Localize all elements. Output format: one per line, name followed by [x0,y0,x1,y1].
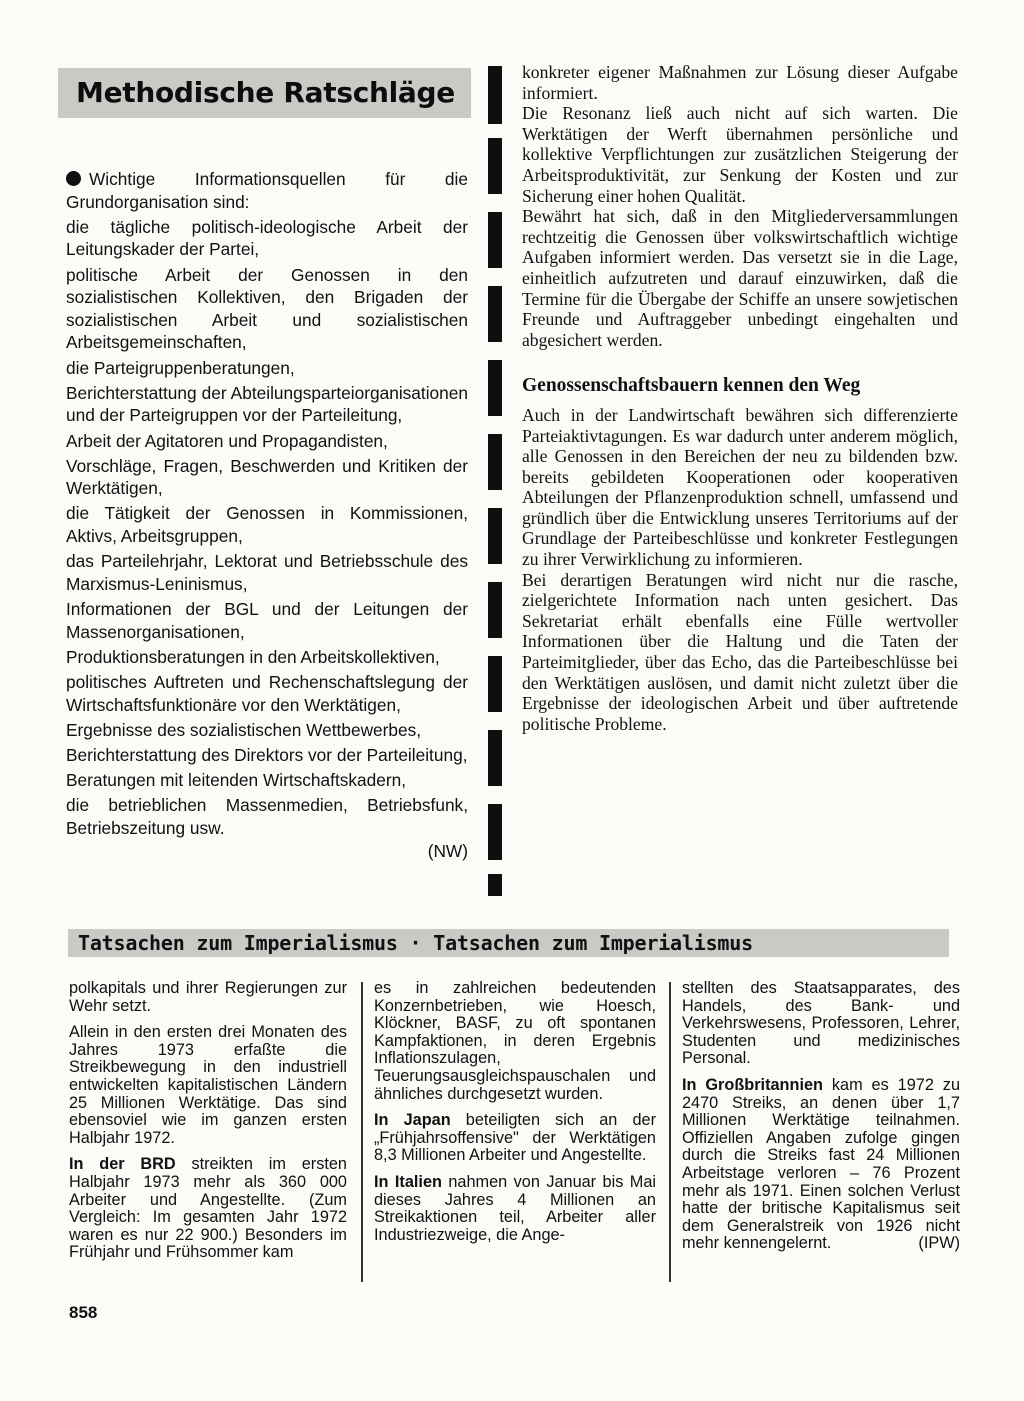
list-item: das Parteilehrjahr, Lektorat und Betriebsschule des Marxismus-Leninismus, [66,551,468,594]
vertical-rule [488,212,502,268]
bullet-icon [66,171,81,186]
source-tag: (NW) [427,840,468,861]
list-item: Informationen der BGL und der Leitungen der Massenorganisationen, [66,599,468,642]
section-title: Methodische Ratschläge [76,76,455,109]
list-item: politisches Auftreten und Rechenschaftslegung der Wirtschaftsfunktionäre vor den Werktätigen, [66,672,468,715]
list-item: die Parteigruppenberatungen, [66,357,295,378]
paragraph: Bewährt hat sich, daß in den Mitgliederversammlungen rechtzeitig die Genossen über volkswirtschaftlich wichtige Aufgaben informiert werden. Das versetzt sie in die Lage, einheitlich aufzutreten und darauf einzuwirken, daß die Termine für die Übergabe der Schiffe an unsere sowjetischen Freunde und Auftraggeber unbedingt eingehalten und abgesichert werden. [522,206,958,350]
paragraph: Bei derartigen Beratungen wird nicht nur die rasche, zielgerichtete Information nach unten gesichert. Das Sekretariat erhält ebenfalls eine Fülle wertvoller Informationen über die Haltung und die Taten der Parteimitglieder, über das Echo, das die Parteibeschlüsse bei den Werktätigen auslösen, und damit nicht zuletzt über die Ergebnisse der ideologischen Arbeit und über auftretende politische Probleme. [522,569,958,734]
vertical-rule [488,138,502,194]
source-line [66,840,468,863]
bottom-column-1 [69,980,347,1262]
paragraph: In Japan beteiligten sich an der „Frühjahrsoffensive" der Werktätigen 8,3 Millionen Arbeiter und Angestellte. [374,1111,656,1165]
paragraph: stellten des Staatsapparates, des Handels, des Bank- und Verkehrswesens, Professoren, Lehrer, Studenten und medizinisches Personal. [682,979,960,1068]
country-lead: In Japan [374,1111,451,1130]
list-item-last: die betrieblichen Massenmedien, Betriebsfunk, Betriebszeitung usw. [66,795,468,838]
list-item: Produktionsberatungen in den Arbeitskollektiven, [66,646,440,667]
bottom-column-2 [374,980,656,1244]
paragraph: konkreter eigener Maßnahmen zur Lösung dieser Aufgabe informiert. [522,62,958,103]
paragraph: Auch in der Landwirtschaft bewähren sich differenzierte Parteiaktivtagungen. Es war dadurch unter anderem möglich, alle Genossen in den Bereichen der neu zu bildenden bzw. bereits gebildeten Kooperationen oder kooperativen Abteilungen der Pflanzenproduktion schnell, umfassend und gründlich über die Entwicklung unseres Territoriums auf der Grundlage der Parteibeschlüsse und konkreter Festlegungen zu ihrer Verwirklichung zu informieren. [522,404,958,570]
list-item: Berichterstattung der Abteilungsparteiorganisationen und der Parteigruppen vor der Parteileitung, [66,382,468,426]
vertical-rule [488,434,502,490]
paragraph: In Italien nahmen von Januar bis Mai dieses Jahres 4 Millionen an Streikaktionen teil, Arbeiter aller Industriezweige, die Ange- [374,1172,656,1244]
paragraph: es in zahlreichen bedeutenden Konzernbetrieben, wie Hoesch, Klöckner, BASF, zu oft spontanen Kampfaktionen, in deren Ergebnis Inflationszulagen, Teuerungsausgleichspauschalen und ähnliches durchgesetzt wurden. [374,979,656,1103]
list-item: politische Arbeit der Genossen in den sozialistischen Kollektiven, den Brigaden der sozialistischen Arbeit und sozialistischen Arbeitsgemeinschaften, [66,264,468,353]
bottom-column-3 [682,980,960,1253]
paragraph: In der BRD streikten im ersten Halbjahr 1973 mehr als 360 000 Arbeiter und Angestellte. (Zum Vergleich: Im gesamten Jahr 1972 waren es nur 22 900.) Besonders im Frühjahr und Frühsommer kam [69,1155,347,1262]
list-item: Beratungen mit leitenden Wirtschaftskadern, [66,770,407,791]
column-divider [669,982,671,1282]
list-item: die tägliche politisch-ideologische Arbeit der Leitungskader der Partei, [66,216,468,260]
article-column [522,62,958,734]
paragraph: polkapitals und ihrer Regierungen zur Wehr setzt. [69,979,347,1015]
vertical-rule [488,360,502,416]
column-divider [361,982,363,1282]
list-item: Arbeit der Agitatoren und Propagandisten, [66,430,388,451]
vertical-rule [488,66,502,124]
paragraph: In Großbritannien kam es 1972 zu 2470 Streiks, an denen über 1,7 Millionen Werktätige teilnahmen. Offiziellen Angaben zufolge gingen durch die Streiks fast 24 Millionen Arbeitstage verloren – 76 Prozent mehr als 1971. Einen solchen Verlust hatte der britische Kapitalismus seit dem Generalstreik von 1926 nicht mehr kennengelernt. (IPW) [682,1075,960,1253]
list-item: Berichterstattung des Direktors vor der Parteileitung, [66,744,468,765]
list-item: die Tätigkeit der Genossen in Kommissionen, Aktivs, Arbeitsgruppen, [66,503,468,547]
list-intro: Wichtige Informationsquellen für die Grundorganisation sind: [66,169,468,212]
country-lead: In Italien [374,1172,442,1191]
paragraph: Allein in den ersten drei Monaten des Jahres 1973 erfaßte die Streikbewegung in den industriell entwickelten kapitalistischen Ländern 25 Millionen Werktätige. Das sind ebensoviel wie im ganzen ersten Halbjahr 1972. [69,1023,347,1147]
vertical-rule [488,730,502,786]
vertical-rule [488,874,502,896]
section-title-box [58,68,471,118]
country-lead: In Großbritannien [682,1075,823,1094]
list-item: Vorschläge, Fragen, Beschwerden und Kritiken der Werktätigen, [66,455,468,499]
info-sources-list [66,168,468,862]
imperialism-banner [68,929,949,957]
banner-text: Tatsachen zum Imperialismus · Tatsachen zum Imperialismus [78,931,753,955]
vertical-rule [488,508,502,564]
vertical-rule [488,286,502,342]
list-item: Ergebnisse des sozialistischen Wettbewerbes, [66,719,422,740]
paragraph: Die Resonanz ließ auch nicht auf sich warten. Die Werktätigen der Werft übernahmen persönliche und kollektive Verpflichtungen zur zusätzlichen Steigerung der Arbeitsproduktivität, zur Senkung der Kosten und zur Sicherung einer hohen Qualität. [522,103,958,206]
country-lead: In der BRD [69,1155,176,1174]
vertical-rule [488,582,502,638]
vertical-rule [488,656,502,712]
source-tag: (IPW) [918,1234,960,1253]
vertical-rule [488,804,502,860]
article-heading: Genossenschaftsbauern kennen den Weg [522,375,861,397]
page-number: 858 [69,1303,98,1322]
